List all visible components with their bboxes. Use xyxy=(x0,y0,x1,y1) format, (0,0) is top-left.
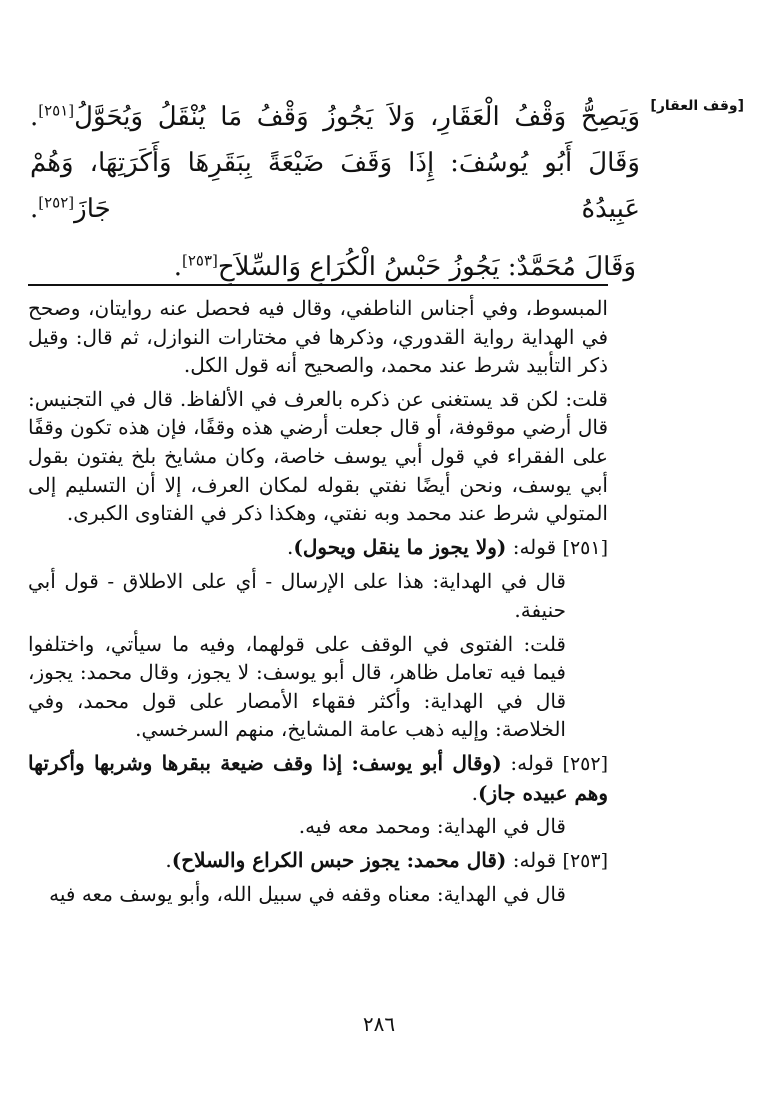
main-line-2b: . xyxy=(173,252,182,282)
note-quote-251: (ولا يجوز ما ينقل ويحول) xyxy=(293,534,507,559)
note-paragraph-2: قلت: لكن قد يستغنى عن ذكره بالعرف في الألفاظ. قال في التجنيس: قال أرضي موقوفة، أو قال جعلت أرضي هذه وقفًا، فإن هذه تكون وقفًا على الفقراء في قول أبي يوسف خاصة، وكان مشايخ بلخ يفتون بقول أبي يوسف، ونحن أيضًا نفتي بقوله لمكان العرف، إلا أن التسليم إلى المتولي شرط عند محمد وبه نفتي، وهكذا ذكر في الفتاوى الكبرى. xyxy=(28,386,608,526)
footnote-ref-253: [٢٥٣] xyxy=(181,251,218,270)
note-end: . xyxy=(165,847,172,872)
note-paragraph-6: قال في الهداية: معناه وقفه في سبيل الله، وأبو يوسف معه فيه xyxy=(49,882,566,907)
note-quote-253: (قال محمد: يجوز حبس الكراع والسلاح) xyxy=(171,847,507,872)
note-label: قوله: xyxy=(512,847,557,872)
main-line-1: وَيَصِحُّ وَقْفُ الْعَقَارِ، وَلاَ يَجُوزُ وَقْفُ مَا يُنْقَلُ وَيُحَوَّلُ xyxy=(74,102,640,132)
main-text xyxy=(30,94,640,290)
note-number-253: [٢٥٣] xyxy=(562,849,608,872)
separator-rule xyxy=(28,284,608,286)
note-paragraph-3: قال في الهداية: هذا على الإرسال - أي على الاطلاق - قول أبي حنيفة. xyxy=(28,569,566,622)
margin-note: [وقف العقار] xyxy=(650,98,744,114)
note-251-heading xyxy=(28,533,608,563)
main-line-1c: . xyxy=(30,194,39,224)
page-number: ٢٨٦ xyxy=(362,1012,396,1036)
note-label: قوله: xyxy=(512,534,557,559)
note-end: . xyxy=(471,780,478,805)
note-quote-252: (وقال أبو يوسف: إذا وقف ضيعة ببقرها وشربها وأكرتها وهم عبيده جاز) xyxy=(28,750,608,805)
note-252-heading xyxy=(28,749,608,807)
note-253-heading xyxy=(28,846,608,876)
note-paragraph-1: المبسوط، وفي أجناس الناطفي، وقال فيه فحصل عنه روايتان، وصحح في الهداية رواية القدوري، وذكرها في مختارات النوازل، ثم قال: وقيل ذكر التأبيد شرط عند محمد، والصحيح أنه قول الكل. xyxy=(28,296,608,378)
note-number-252: [٢٥٢] xyxy=(562,752,608,775)
commentary xyxy=(28,294,608,914)
note-label: قوله: xyxy=(510,750,554,775)
note-paragraph-5: قال في الهداية: ومحمد معه فيه. xyxy=(298,814,566,839)
main-line-2: وَقَالَ مُحَمَّدٌ: يَجُوزُ حَبْسُ الْكُرَاعِ وَالسِّلاَحِ xyxy=(217,252,636,282)
main-line-1b: . وَقَالَ أَبُو يُوسُفَ: إِذَا وَقَفَ ضَيْعَةً بِبَقَرِهَا وَأَكَرَتِهَا، وَهُمْ عَبِيدُهُ جَازَ xyxy=(30,102,640,224)
note-end: . xyxy=(287,534,294,559)
main-paragraph-1 xyxy=(30,94,640,232)
note-paragraph-4: قلت: الفتوى في الوقف على قولهما، وفيه ما سيأتي، واختلفوا فيما فيه تعامل ظاهر، قال أبو يوسف: لا يجوز، وقال محمد: يجوز، قال في الهداية: وأكثر فقهاء الأمصار على قول محمد، وفي الخلاصة: وإليه ذهب عامة المشايخ، منهم السرخسي. xyxy=(28,631,566,742)
footnote-ref-252: [٢٥٢] xyxy=(38,193,75,212)
footnote-ref-251: [٢٥١] xyxy=(38,101,75,120)
note-number-251: [٢٥١] xyxy=(562,536,608,559)
